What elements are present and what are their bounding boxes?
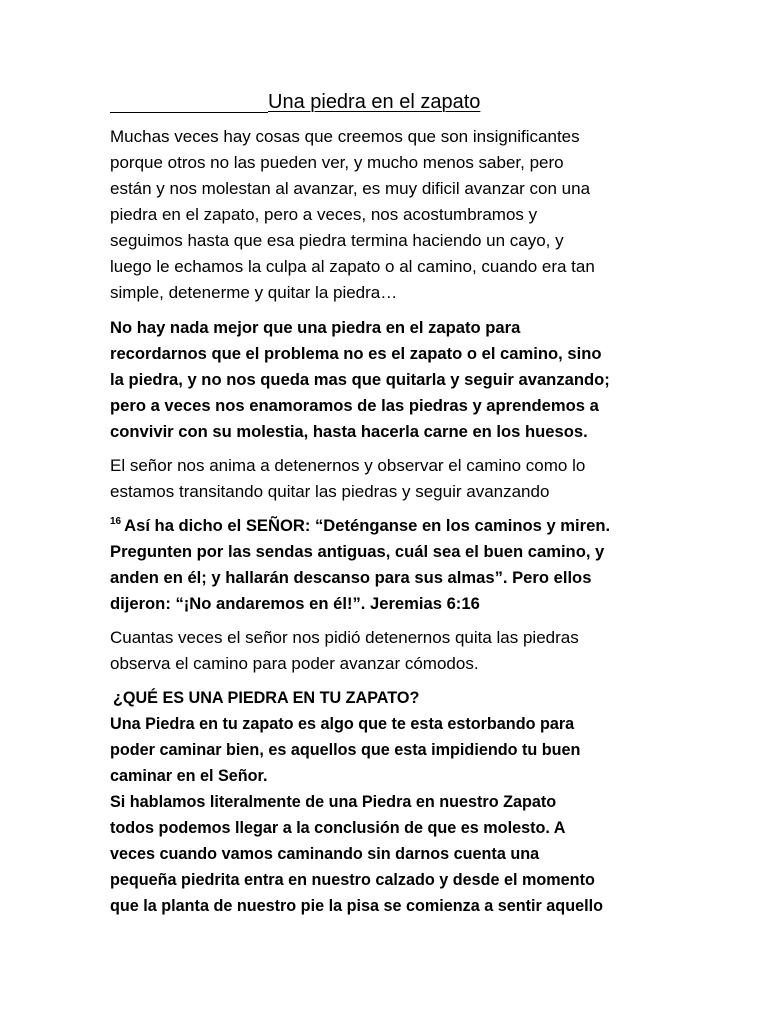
text-line: Pregunten por las sendas antiguas, cuál sea el buen camino, y [110,542,605,561]
text-line: que la planta de nuestro pie la pisa se comienza a sentir aquello [110,897,603,915]
text-line: estamos transitando quitar las piedras y seguir avanzando [110,482,550,501]
title-row [110,88,670,118]
text-line: luego le echamos la culpa al zapato o al camino, cuando era tan [110,257,595,276]
text-line: pero a veces nos enamoramos de las piedras y aprendemos a [110,396,599,415]
text-line [110,513,670,539]
text-line: porque otros no las pueden ver, y mucho menos saber, pero [110,153,564,172]
text-line: piedra en el zapato, pero a veces, nos acostumbramos y [110,205,538,224]
text-line: caminar en el Señor. [110,767,268,785]
text-line: Si hablamos literalmente de una Piedra en nuestro Zapato [110,793,557,811]
text-line: están y nos molestan al avanzar, es muy dificil avanzar con una [110,179,591,198]
text-line: No hay nada mejor que una piedra en el zapato para [110,318,521,337]
paragraph-bold-emphasis [110,315,670,445]
text-line: pequeña piedrita entra en nuestro calzado y desde el momento [110,871,595,889]
text-line: Muchas veces hay cosas que creemos que son insignificantes [110,127,580,146]
text-line: poder caminar bien, es aquellos que esta impidiendo tu buen [110,741,581,759]
paragraph-encouragement [110,453,670,505]
text-line: todos podemos llegar a la conclusión de que es molesto. A [110,819,566,837]
text-line: veces cuando vamos caminando sin darnos cuenta una [110,845,540,863]
text-line: seguimos hasta que esa piedra termina haciendo un cayo, y [110,231,564,250]
paragraph-reflection [110,625,670,677]
verse-number: 16 [110,516,122,528]
text-line: Cuantas veces el señor nos pidió detenernos quita las piedras [110,628,579,647]
title-underline-rule [110,112,268,113]
text-line: la piedra, y no nos queda mas que quitarla y seguir avanzando; [110,370,610,389]
section-heading: ¿QUÉ ES UNA PIEDRA EN TU ZAPATO? [113,689,420,707]
text-line: anden en él; y hallarán descanso para sus almas”. Pero ellos [110,568,592,587]
text-line: convivir con su molestia, hasta hacerla carne en los huesos. [110,422,588,441]
section-question [110,685,670,919]
text-line: El señor nos anima a detenernos y observar el camino como lo [110,456,586,475]
document-body [110,88,670,919]
paragraph-intro [110,124,670,306]
document-title: Una piedra en el zapato [268,91,481,113]
text-line: Una Piedra en tu zapato es algo que te esta estorbando para [110,715,575,733]
text-line: observa el camino para poder avanzar cómodos. [110,654,479,673]
verse-text: Así ha dicho el SEÑOR: “Deténganse en los caminos y miren. [124,516,611,535]
text-line: recordarnos que el problema no es el zapato o el camino, sino [110,344,602,363]
text-line: simple, detenerme y quitar la piedra… [110,283,398,302]
verse-quote [110,513,670,617]
text-line: dijeron: “¡No andaremos en él!”. Jeremias 6:16 [110,594,480,613]
